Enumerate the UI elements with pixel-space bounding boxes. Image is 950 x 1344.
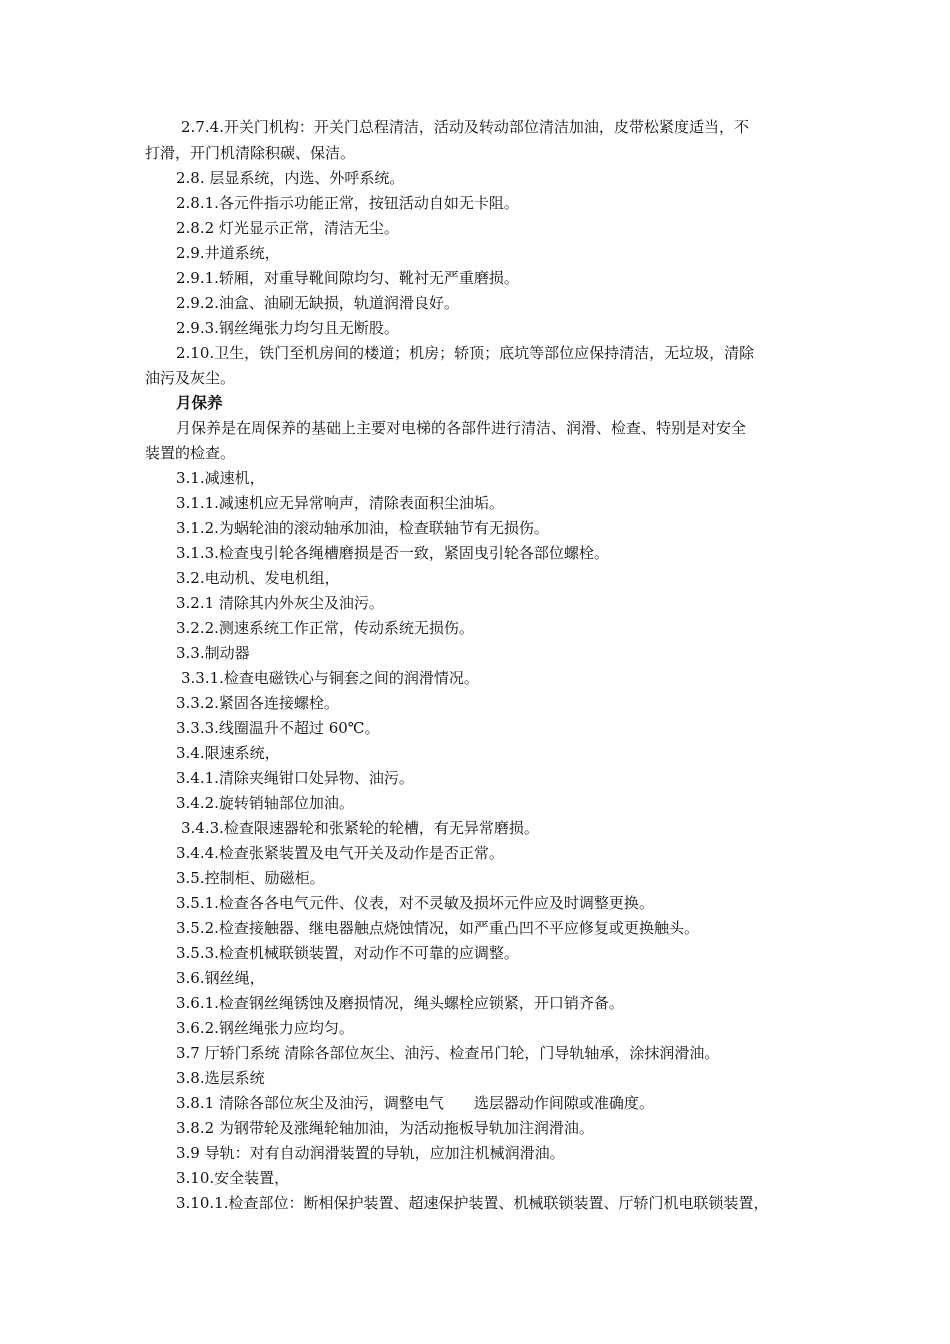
item-3-4-1: 3.4.1.清除夹绳钳口处异物、油污。 xyxy=(176,769,414,787)
item-3-2-1: 3.2.1 清除其内外灰尘及油污。 xyxy=(176,594,384,612)
item-2-9-2: 2.9.2.油盒、油刷无缺损，轨道润滑良好。 xyxy=(176,294,459,312)
item-3-1-3: 3.1.3.检查曳引轮各绳槽磨损是否一致，紧固曳引轮各部位螺栓。 xyxy=(176,544,609,562)
item-3-4-4: 3.4.4.检查张紧装置及电气开关及动作是否正常。 xyxy=(176,844,504,862)
item-3-7: 3.7 厅轿门系统 清除各部位灰尘、油污、检查吊门轮，门导轨轴承，涂抹润滑油。 xyxy=(176,1044,720,1062)
item-2-9-1: 2.9.1.轿厢，对重导靴间隙均匀、靴衬无严重磨损。 xyxy=(176,269,519,287)
heading-3-1: 3.1.减速机， xyxy=(176,469,265,487)
heading-2-8: 2.8. 层显系统，内选、外呼系统。 xyxy=(176,169,405,187)
heading-3-10: 3.10.安全装置， xyxy=(176,1169,290,1187)
heading-3-8: 3.8.选层系统 xyxy=(176,1069,265,1087)
para-2-7-4-line1: 2.7.4.开关门机构：开关门总程清洁，活动及转动部位清洁加油，皮带松紧度适当，不 xyxy=(181,118,749,136)
item-3-9: 3.9 导轨：对有自动润滑装置的导轨，应加注机械润滑油。 xyxy=(176,1144,565,1162)
heading-3-4: 3.4.限速系统， xyxy=(176,744,280,762)
item-3-3-3: 3.3.3.线圈温升不超过 60℃。 xyxy=(176,719,380,737)
item-3-3-1: 3.3.1.检查电磁铁心与铜套之间的润滑情况。 xyxy=(181,669,479,687)
item-2-8-2: 2.8.2 灯光显示正常，清洁无尘。 xyxy=(176,219,399,237)
para-2-10-line2: 油污及灰尘。 xyxy=(145,369,236,387)
heading-2-9: 2.9.井道系统， xyxy=(176,244,280,262)
item-2-8-1: 2.8.1.各元件指示功能正常，按钮活动自如无卡阻。 xyxy=(176,194,519,212)
heading-3-2: 3.2.电动机、发电机组， xyxy=(176,569,340,587)
item-2-9-3: 2.9.3.钢丝绳张力均匀且无断股。 xyxy=(176,319,399,337)
intro-line1: 月保养是在周保养的基础上主要对电梯的各部件进行清洁、润滑、检查、特别是对安全 xyxy=(176,419,747,437)
heading-3-5: 3.5.控制柜、励磁柜。 xyxy=(176,869,325,887)
item-3-5-1: 3.5.1.检查各各电气元件、仪表，对不灵敏及损坏元件应及时调整更换。 xyxy=(176,894,654,912)
heading-3-3: 3.3.制动器 xyxy=(176,644,250,662)
item-3-8-1: 3.8.1 清除各部位灰尘及油污，调整电气 选层器动作间隙或准确度。 xyxy=(176,1094,654,1112)
para-2-7-4-line2: 打滑，开门机清除积碳、保洁。 xyxy=(145,144,356,162)
item-3-6-2: 3.6.2.钢丝绳张力应均匀。 xyxy=(176,1019,354,1037)
item-3-3-2: 3.3.2.紧固各连接螺栓。 xyxy=(176,694,339,712)
heading-3-6: 3.6.钢丝绳， xyxy=(176,969,265,987)
item-3-1-2: 3.1.2.为蜗轮油的滚动轴承加油，检查联轴节有无损伤。 xyxy=(176,519,549,537)
item-3-8-2: 3.8.2 为钢带轮及涨绳轮轴加油，为活动拖板导轨加注润滑油。 xyxy=(176,1119,594,1137)
item-3-5-3: 3.5.3.检查机械联锁装置，对动作不可靠的应调整。 xyxy=(176,944,519,962)
item-3-2-2: 3.2.2.测速系统工作正常，传动系统无损伤。 xyxy=(176,619,474,637)
item-3-4-2: 3.4.2.旋转销轴部位加油。 xyxy=(176,794,354,812)
intro-line2: 装置的检查。 xyxy=(145,444,236,462)
item-3-4-3: 3.4.3.检查限速器轮和张紧轮的轮槽，有无异常磨损。 xyxy=(181,819,539,837)
item-3-5-2: 3.5.2.检查接触器、继电器触点烧蚀情况，如严重凸凹不平应修复或更换触头。 xyxy=(176,919,699,937)
section-heading-monthly: 月保养 xyxy=(176,393,223,412)
item-3-1-1: 3.1.1.减速机应无异常响声，清除表面积尘油垢。 xyxy=(176,494,504,512)
para-2-10-line1: 2.10.卫生，铁门至机房间的楼道；机房；轿顶；底坑等部位应保持清洁，无垃圾，清除 xyxy=(176,344,755,362)
item-3-6-1: 3.6.1.检查钢丝绳锈蚀及磨损情况，绳头螺栓应锁紧，开口销齐备。 xyxy=(176,994,624,1012)
item-3-10-1: 3.10.1.检查部位：断相保护装置、超速保护装置、机械联锁装置、厅轿门机电联锁装置， xyxy=(176,1194,769,1212)
